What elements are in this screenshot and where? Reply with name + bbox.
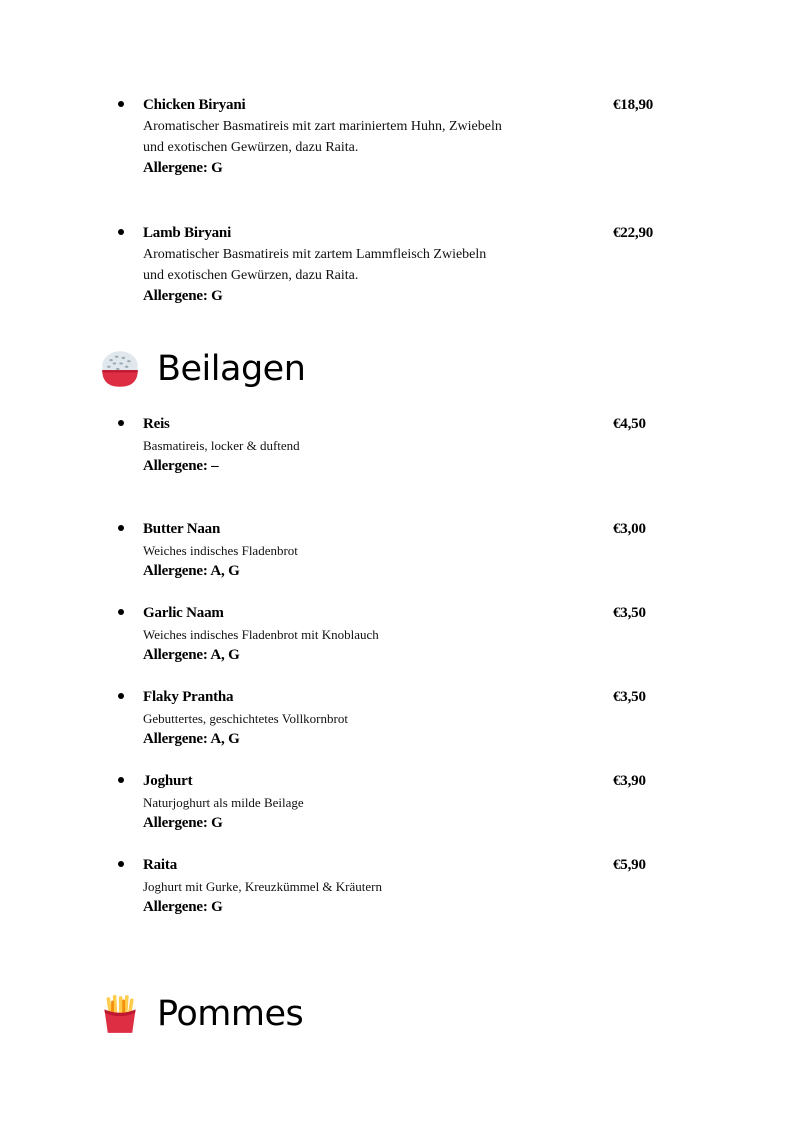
bullet <box>118 229 124 235</box>
bullet <box>118 609 124 615</box>
item-description: Joghurt mit Gurke, Kreuzkümmel & Kräutern <box>143 879 382 894</box>
item-allergens: Allergene: G <box>143 288 223 304</box>
item-name: Garlic Naam <box>143 605 224 621</box>
item-allergens: Allergene: G <box>143 815 223 831</box>
item-description-line: Aromatischer Basmatireis mit zart mariniertem Huhn, Zwiebeln <box>143 119 502 134</box>
bullet <box>118 861 124 867</box>
item-allergens: Allergene: A, G <box>143 731 240 747</box>
item-name: Raita <box>143 857 177 873</box>
menu-item <box>143 414 663 477</box>
item-description: Gebuttertes, geschichtetes Vollkornbrot <box>143 711 348 726</box>
item-description: Naturjoghurt als milde Beilage <box>143 795 304 810</box>
item-description: Weiches indisches Fladenbrot <box>143 543 298 558</box>
item-allergens: Allergene: A, G <box>143 563 240 579</box>
menu-item <box>143 855 663 918</box>
section-heading-beilagen <box>100 347 305 391</box>
item-description-line: und exotischen Gewürzen, dazu Raita. <box>143 268 359 283</box>
bullet <box>118 420 124 426</box>
item-name: Lamb Biryani <box>143 225 232 241</box>
item-price: €3,90 <box>613 773 646 789</box>
french-fries-icon <box>100 994 140 1034</box>
item-price: €3,50 <box>613 605 646 621</box>
item-name: Butter Naan <box>143 521 221 537</box>
menu-item <box>143 603 663 666</box>
item-allergens: Allergene: – <box>143 458 219 474</box>
item-price: €3,00 <box>613 521 646 537</box>
item-price: €18,90 <box>613 97 654 113</box>
item-allergens: Allergene: G <box>143 899 223 915</box>
item-description-line: Aromatischer Basmatireis mit zartem Lammfleisch Zwiebeln <box>143 247 487 262</box>
item-name: Flaky Prantha <box>143 689 234 705</box>
item-price: €4,50 <box>613 416 646 432</box>
item-description-line: und exotischen Gewürzen, dazu Raita. <box>143 140 359 155</box>
item-name: Reis <box>143 416 170 432</box>
section-heading-pommes <box>100 992 303 1036</box>
item-price: €22,90 <box>613 225 654 241</box>
item-allergens: Allergene: G <box>143 160 223 176</box>
item-name: Joghurt <box>143 773 193 789</box>
bullet <box>118 777 124 783</box>
bullet <box>118 525 124 531</box>
menu-item <box>143 519 663 582</box>
section-title: Beilagen <box>157 349 306 389</box>
item-name: Chicken Biryani <box>143 97 246 113</box>
item-allergens: Allergene: A, G <box>143 647 240 663</box>
item-description: Weiches indisches Fladenbrot mit Knoblauch <box>143 627 379 642</box>
item-price: €3,50 <box>613 689 646 705</box>
rice-bowl-icon <box>100 349 140 389</box>
item-description: Basmatireis, locker & duftend <box>143 438 300 453</box>
menu-item <box>143 687 663 750</box>
menu-item <box>143 95 663 179</box>
section-title: Pommes <box>157 994 304 1034</box>
menu-item <box>143 223 663 307</box>
bullet <box>118 693 124 699</box>
menu-item <box>143 771 663 834</box>
bullet <box>118 101 124 107</box>
item-price: €5,90 <box>613 857 646 873</box>
